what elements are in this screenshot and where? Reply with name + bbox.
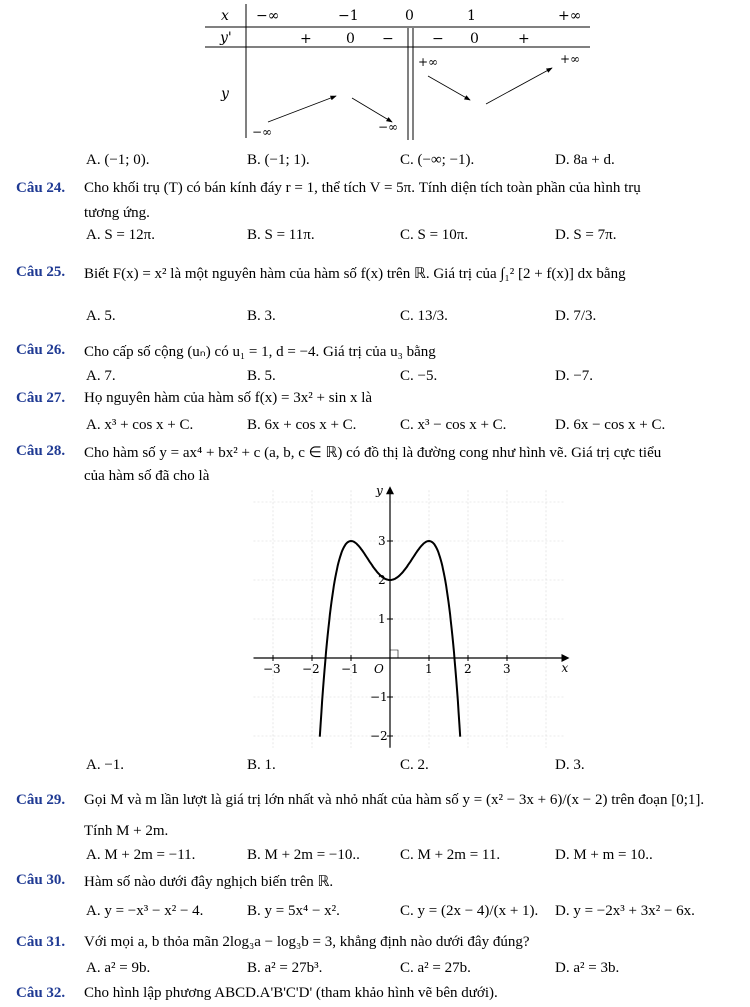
q26-option-b: B. 5. <box>247 368 276 384</box>
q30-option-c: C. y = (2x − 4)/(x + 1). <box>400 903 539 919</box>
q25-option-d: D. 7/3. <box>555 308 597 324</box>
q25-number: Câu 25. <box>16 264 66 280</box>
x-axis-label: x <box>561 661 569 675</box>
origin-marker <box>390 650 398 658</box>
x-tick-label: 2 <box>464 662 472 676</box>
vt-x-value: 1 <box>467 8 476 24</box>
q27-option-c: C. x³ − cos x + C. <box>400 417 507 433</box>
q30-number: Câu 30. <box>16 872 66 888</box>
q28-option-d: D. 3. <box>555 757 585 773</box>
y-tick-label: −1 <box>370 690 388 704</box>
q26-option-c: C. −5. <box>400 368 438 384</box>
q29-option-c: C. M + 2m = 11. <box>400 847 501 863</box>
vt-x-value: 0 <box>405 8 414 24</box>
q28-text: Cho hàm số y = ax⁴ + bx² + c (a, b, c ∈ ℝ) có đồ thị là đường cong như hình vẽ. Giá trị cực tiểu <box>84 445 662 461</box>
q24-number: Câu 24. <box>16 180 66 196</box>
q30-text: Hàm số nào dưới đây nghịch biến trên ℝ. <box>84 874 334 890</box>
q31-option-a: A. a² = 9b. <box>86 960 151 976</box>
q31-number: Câu 31. <box>16 934 66 950</box>
vt-sign: − <box>382 31 394 47</box>
graph-ticks <box>263 534 511 743</box>
q29-option-a: A. M + 2m = −11. <box>86 847 196 863</box>
vt-yprime-label: y' <box>220 30 232 46</box>
x-tick-label: −2 <box>302 662 320 676</box>
vt-sign: + <box>300 31 312 47</box>
q27-text: Họ nguyên hàm của hàm số f(x) = 3x² + sin x là <box>84 390 373 406</box>
q24-option-d: D. S = 7π. <box>555 227 617 243</box>
q30-option-b: B. y = 5x⁴ − x². <box>247 903 340 919</box>
y-axis-label: y <box>376 483 383 498</box>
q29-option-d: D. M + m = 10.. <box>555 847 653 863</box>
vt-x-value: +∞ <box>558 8 582 24</box>
y-tick-label: 2 <box>378 573 386 587</box>
vt-sign: 0 <box>470 31 479 47</box>
q28-option-a: A. −1. <box>86 757 125 773</box>
origin-label: O <box>374 662 384 676</box>
q26-option-a: A. 7. <box>86 368 116 384</box>
q24-option-c: C. S = 10π. <box>400 227 469 243</box>
q25-option-b: B. 3. <box>247 308 276 324</box>
q29-text: Gọi M và m lần lượt là giá trị lớn nhất và nhỏ nhất của hàm số y = (x² − 3x + 6)/(x − 2) trên đoạn [0;1]. <box>84 792 705 808</box>
y-tick-label: 1 <box>378 612 386 626</box>
q32-text: Cho hình lập phương ABCD.A'B'C'D' (tham khảo hình vẽ bên dưới). <box>84 985 498 1001</box>
vt-sign: + <box>518 31 530 47</box>
vt-x-value: −∞ <box>256 8 280 24</box>
q26-text: Cho cấp số cộng (uₙ) có u₁ = 1, d = −4. Giá trị của u₃ bằng <box>84 344 436 360</box>
q27-option-b: B. 6x + cos x + C. <box>247 417 357 433</box>
q27-option-d: D. 6x − cos x + C. <box>555 417 666 433</box>
vt-y-value: +∞ <box>560 52 581 66</box>
vt-y-value: +∞ <box>418 55 439 69</box>
q25-option-a: A. 5. <box>86 308 116 324</box>
y-tick-label: −2 <box>370 729 388 743</box>
q23-option-a: A. (−1; 0). <box>86 152 150 168</box>
y-axis-arrow <box>386 486 394 494</box>
q31-option-c: C. a² = 27b. <box>400 960 471 976</box>
q32-number: Câu 32. <box>16 985 66 1001</box>
q27-option-a: A. x³ + cos x + C. <box>86 417 194 433</box>
q28-option-c: C. 2. <box>400 757 429 773</box>
function-graph <box>225 480 570 752</box>
q28-number: Câu 28. <box>16 443 66 459</box>
variation-table <box>0 0 750 145</box>
q25-option-c: C. 13/3. <box>400 308 448 324</box>
q26-number: Câu 26. <box>16 342 66 358</box>
x-tick-label: −1 <box>341 662 359 676</box>
vt-x-value: −1 <box>338 8 359 24</box>
vt-arrow-down <box>352 98 392 122</box>
q30-option-d: D. y = −2x³ + 3x² − 6x. <box>555 903 695 919</box>
q23-option-b: B. (−1; 1). <box>247 152 310 168</box>
vt-arrow-up <box>268 96 336 122</box>
q24-text: Cho khối trụ (T) có bán kính đáy r = 1, thể tích V = 5π. Tính diện tích toàn phần của hình trụ <box>84 180 641 196</box>
x-tick-label: 1 <box>425 662 433 676</box>
q29-option-b: B. M + 2m = −10.. <box>247 847 360 863</box>
vt-y-label: y <box>221 86 229 102</box>
q29-text-line2: Tính M + 2m. <box>84 823 169 839</box>
q25-text: Biết F(x) = x² là một nguyên hàm của hàm số f(x) trên ℝ. Giá trị của ∫₁² [2 + f(x)] dx bằng <box>84 266 626 282</box>
q26-option-d: D. −7. <box>555 368 594 384</box>
q31-option-d: D. a² = 3b. <box>555 960 620 976</box>
x-tick-label: −3 <box>263 662 281 676</box>
q24-option-b: B. S = 11π. <box>247 227 315 243</box>
x-tick-label: 3 <box>503 662 511 676</box>
q28-option-b: B. 1. <box>247 757 276 773</box>
q23-option-d: D. 8a + d. <box>555 152 615 168</box>
vt-sign: − <box>432 31 444 47</box>
vt-x-label: x <box>221 8 229 24</box>
q23-option-c: C. (−∞; −1). <box>400 152 475 168</box>
vt-arrow-down <box>428 76 470 100</box>
vt-y-value: −∞ <box>252 125 273 139</box>
q31-text: Với mọi a, b thỏa mãn 2log₃a − log₃b = 3, khẳng định nào dưới đây đúng? <box>84 934 530 950</box>
q24-text-line2: tương ứng. <box>84 205 150 221</box>
vt-y-value: −∞ <box>378 120 399 134</box>
y-tick-label: 3 <box>378 534 386 548</box>
vt-arrow-up <box>486 68 552 104</box>
q30-option-a: A. y = −x³ − x² − 4. <box>86 903 204 919</box>
q24-option-a: A. S = 12π. <box>86 227 155 243</box>
q28-text-line2: của hàm số đã cho là <box>84 468 210 484</box>
q29-number: Câu 29. <box>16 792 66 808</box>
graph-axes <box>254 486 570 747</box>
vt-sign: 0 <box>346 31 355 47</box>
graph-grid <box>254 490 566 747</box>
q27-number: Câu 27. <box>16 390 66 406</box>
q31-option-b: B. a² = 27b³. <box>247 960 323 976</box>
